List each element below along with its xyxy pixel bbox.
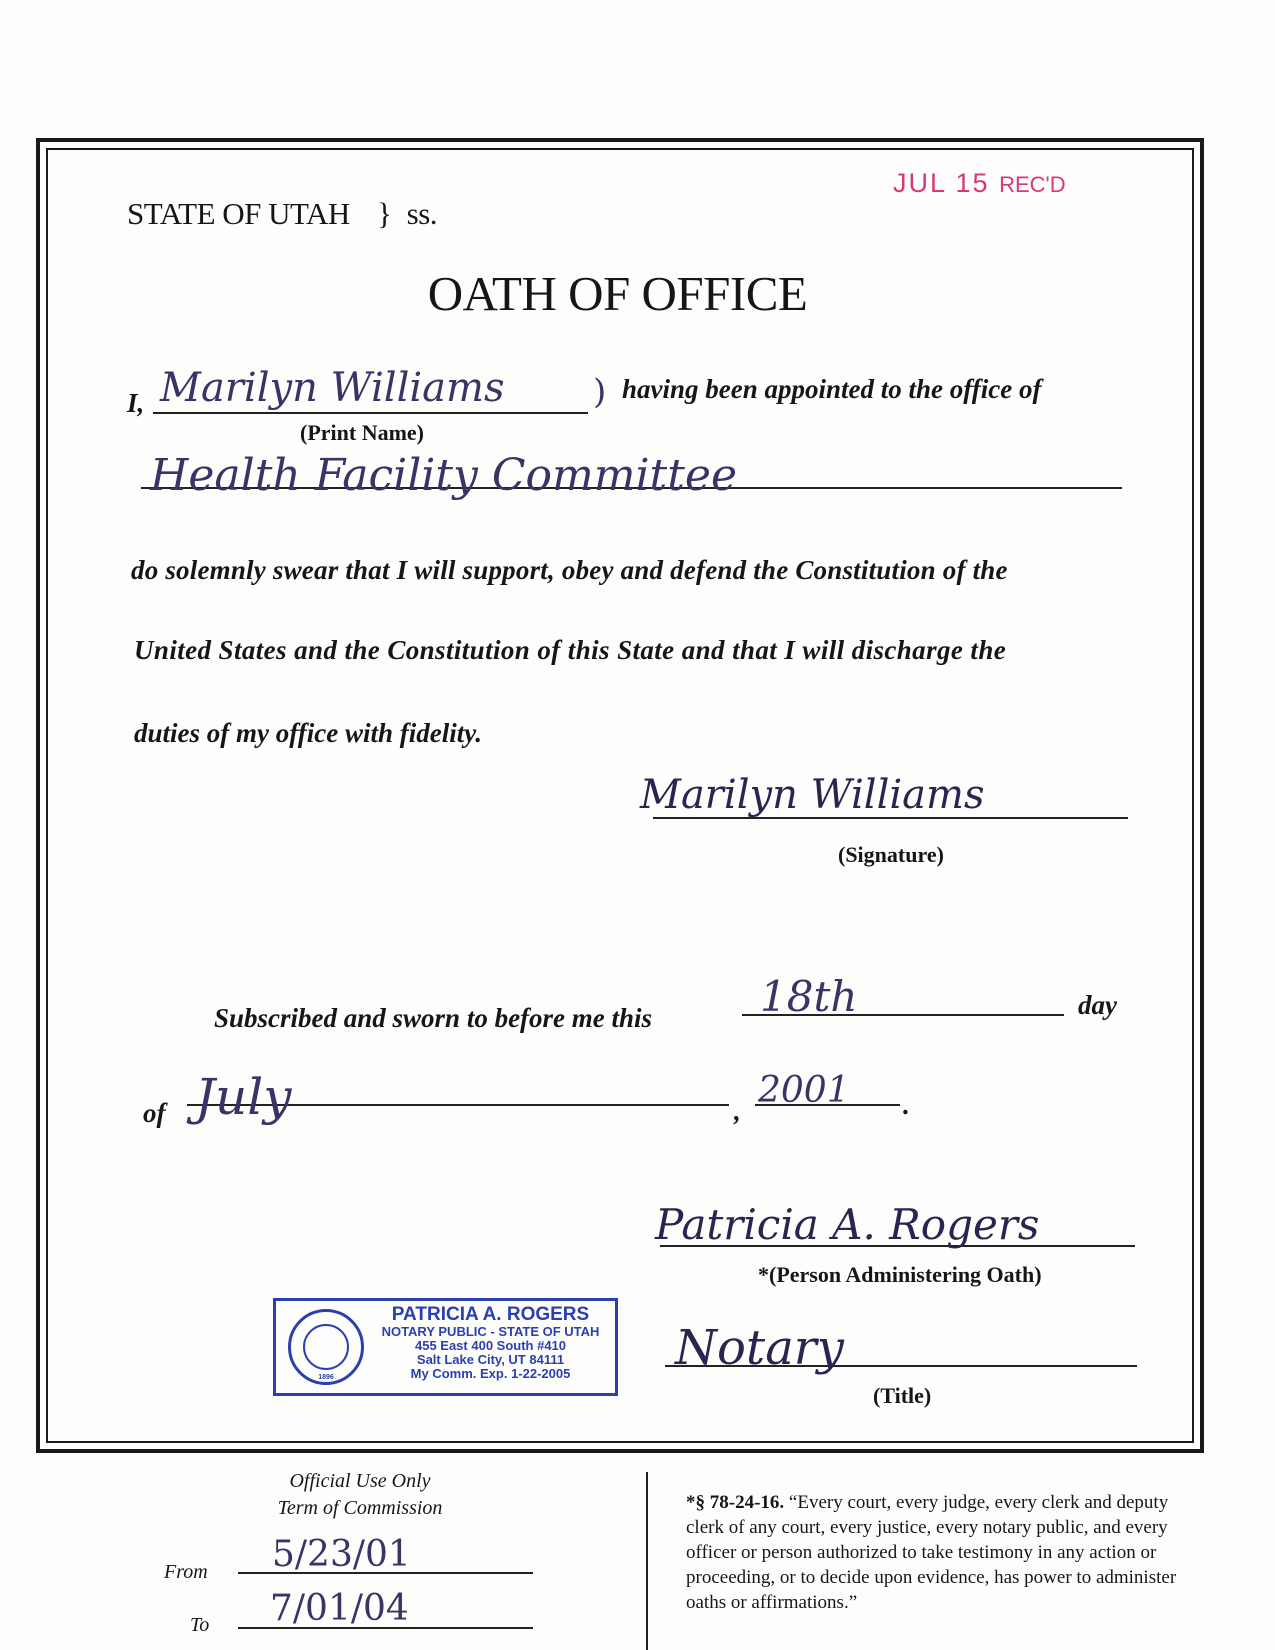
from-value[interactable]: 5/23/01 [272,1534,411,1575]
print-name-line [153,412,588,414]
notary-line-5: My Comm. Exp. 1-22-2005 [410,1366,571,1381]
administrator-signature[interactable]: Patricia A. Rogers [655,1200,1040,1249]
oath-line-1: do solemnly swear that I will support, obey and defend the Constitution of the [131,555,1008,585]
month-value[interactable]: July [195,1068,292,1126]
bottom-divider [646,1472,648,1650]
official-use-line-1: Official Use Only [289,1470,431,1492]
title-label: (Title) [873,1383,932,1408]
comma: , [734,1096,741,1126]
received-stamp-label: REC'D [999,172,1066,197]
of-label: of [143,1098,166,1128]
sworn-text: Subscribed and sworn to before me this [214,1003,653,1033]
signature-value[interactable]: Marilyn Williams [640,772,985,818]
state-brace: } [377,196,392,231]
notary-line-4: Salt Lake City, UT 84111 [416,1352,565,1367]
to-label: To [190,1614,210,1636]
oath-line-2: United States and the Constitution of this State and that I will discharge the [134,635,1007,665]
state-ss: ss. [406,196,438,231]
notary-seal-year: 1896 [318,1374,334,1381]
signature-label: (Signature) [838,842,944,867]
state-header [127,196,437,232]
day-value[interactable]: 18th [760,972,858,1021]
from-label: From [164,1561,208,1583]
notary-stamp [273,1298,618,1396]
print-name-close: ) [593,372,607,412]
received-stamp [893,168,1066,199]
title-value[interactable]: Notary [675,1320,844,1376]
received-stamp-date: JUL 15 [893,168,990,198]
page-title: OATH OF OFFICE [427,266,808,321]
notary-name: PATRICIA A. ROGERS [391,1304,590,1325]
footnote-marker: *§ 78-24-16. [686,1492,785,1513]
notary-line-2: NOTARY PUBLIC - STATE OF UTAH [381,1324,600,1339]
oath-line-3: duties of my office with fidelity. [134,718,482,748]
day-label: day [1078,990,1117,1020]
office-value[interactable]: Health Facility Committee [150,450,737,501]
administrator-label: *(Person Administering Oath) [758,1262,1042,1287]
appointed-text: having been appointed to the office of [622,374,1042,404]
notary-line-3: 455 East 400 South #410 [414,1338,567,1353]
year-value[interactable]: 2001 [758,1070,850,1111]
state-name: STATE OF UTAH [127,196,350,231]
notary-seal-icon [288,1309,364,1385]
statute-footnote [686,1490,1206,1615]
official-use-line-2: Term of Commission [277,1497,443,1519]
official-use-heading [240,1468,480,1522]
period: . [903,1090,910,1120]
print-name-value[interactable]: Marilyn Williams [160,365,505,411]
to-value[interactable]: 7/01/04 [270,1588,409,1629]
footnote-text: “Every court, every judge, every clerk and deputy clerk of any court, every justice, every notary public, and every officer or person authorized to take testimony in any action or proceeding, or to decide upon evidence, has power to administer oaths or affirmations.” [686,1492,1177,1613]
print-name-label: (Print Name) [300,420,425,445]
oath-prefix: I, [127,388,145,418]
